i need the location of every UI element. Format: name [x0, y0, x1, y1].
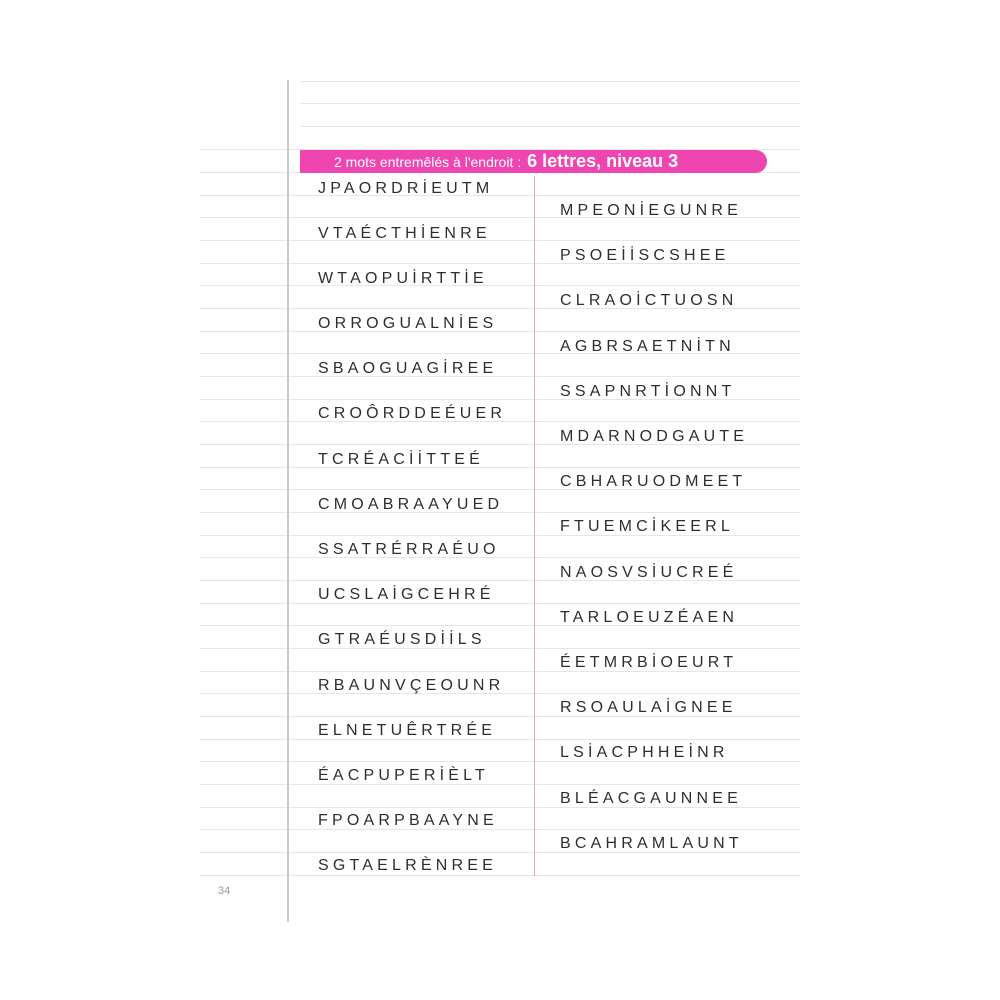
rule-line [200, 875, 800, 876]
scrambled-word: RBAUNVÇEOUNR [318, 677, 505, 694]
scrambled-word: BCAHRAMLAUNT [560, 835, 743, 852]
page-number: 34 [218, 885, 231, 897]
rule-line [200, 557, 800, 558]
scrambled-word: ELNETUÊRTRÉE [318, 722, 497, 739]
scrambled-word: PSOEİİSCSHEE [560, 247, 730, 264]
rule-line [200, 467, 800, 468]
scrambled-word: VTAÉCTHİENRE [318, 225, 491, 242]
scrambled-word: CBHARUODMEET [560, 473, 747, 490]
scrambled-word: TCRÉACİİTTEÉ [318, 451, 484, 468]
scrambled-word: CLRAOİCTUOSN [560, 292, 738, 309]
scrambled-word: SSATRÉRRAÉUO [318, 541, 500, 558]
exercise-title-bar [300, 150, 767, 173]
scrambled-word: WTAOPUİRTTİE [318, 270, 488, 287]
rule-line [200, 195, 800, 196]
margin-line [287, 80, 289, 922]
rule-line [200, 603, 800, 604]
scrambled-word: TARLOEUZÉAEN [560, 609, 739, 626]
scrambled-word: AGBRSAETNİTN [560, 338, 735, 355]
rule-line [200, 285, 800, 286]
rule-line [200, 648, 800, 649]
scrambled-word: ORROGUALNİES [318, 315, 498, 332]
rule-line [200, 376, 800, 377]
rule-line [300, 81, 800, 82]
rule-line [200, 240, 800, 241]
scrambled-word: JPAORDRİEUTM [318, 180, 494, 197]
scrambled-word: FTUEMCİKEERL [560, 518, 734, 535]
column-divider [534, 176, 535, 876]
rule-line [300, 126, 800, 127]
exercise-instruction: 2 mots entremêlés à l'endroit : [334, 153, 522, 170]
scrambled-word: LSİACPHHEİNR [560, 744, 729, 761]
rule-line [200, 784, 800, 785]
scrambled-word: FPOARPBAAYNE [318, 812, 498, 829]
scrambled-word: CMOABRAAYUED [318, 496, 504, 513]
scrambled-word: NAOSVSİUCREÉ [560, 564, 738, 581]
scrambled-word: CROÔRDDEÉUER [318, 405, 507, 422]
scrambled-word: ÉACPUPERİÈLT [318, 767, 490, 784]
scrambled-word: ÉETMRBİOEURT [560, 654, 738, 671]
scrambled-word: UCSLAİGCEHRÉ [318, 586, 495, 603]
scrambled-word: MPEONİEGUNRE [560, 202, 742, 219]
scrambled-word: BLÉACGAUNNEE [560, 790, 742, 807]
scrambled-word: GTRAÉUSDİİLS [318, 631, 486, 648]
scrambled-word: RSOAULAİGNEE [560, 699, 737, 716]
rule-line [200, 829, 800, 830]
rule-line [200, 739, 800, 740]
scrambled-word: SBAOGUAGİREE [318, 360, 498, 377]
scrambled-word: SGTAELRÈNREE [318, 857, 498, 874]
scrambled-word: SSAPNRTİONNT [560, 383, 736, 400]
exercise-level: 6 lettres, niveau 3 [527, 151, 679, 171]
rule-line [300, 103, 800, 104]
scrambled-word: MDARNODGAUTE [560, 428, 749, 445]
rule-line [200, 331, 800, 332]
